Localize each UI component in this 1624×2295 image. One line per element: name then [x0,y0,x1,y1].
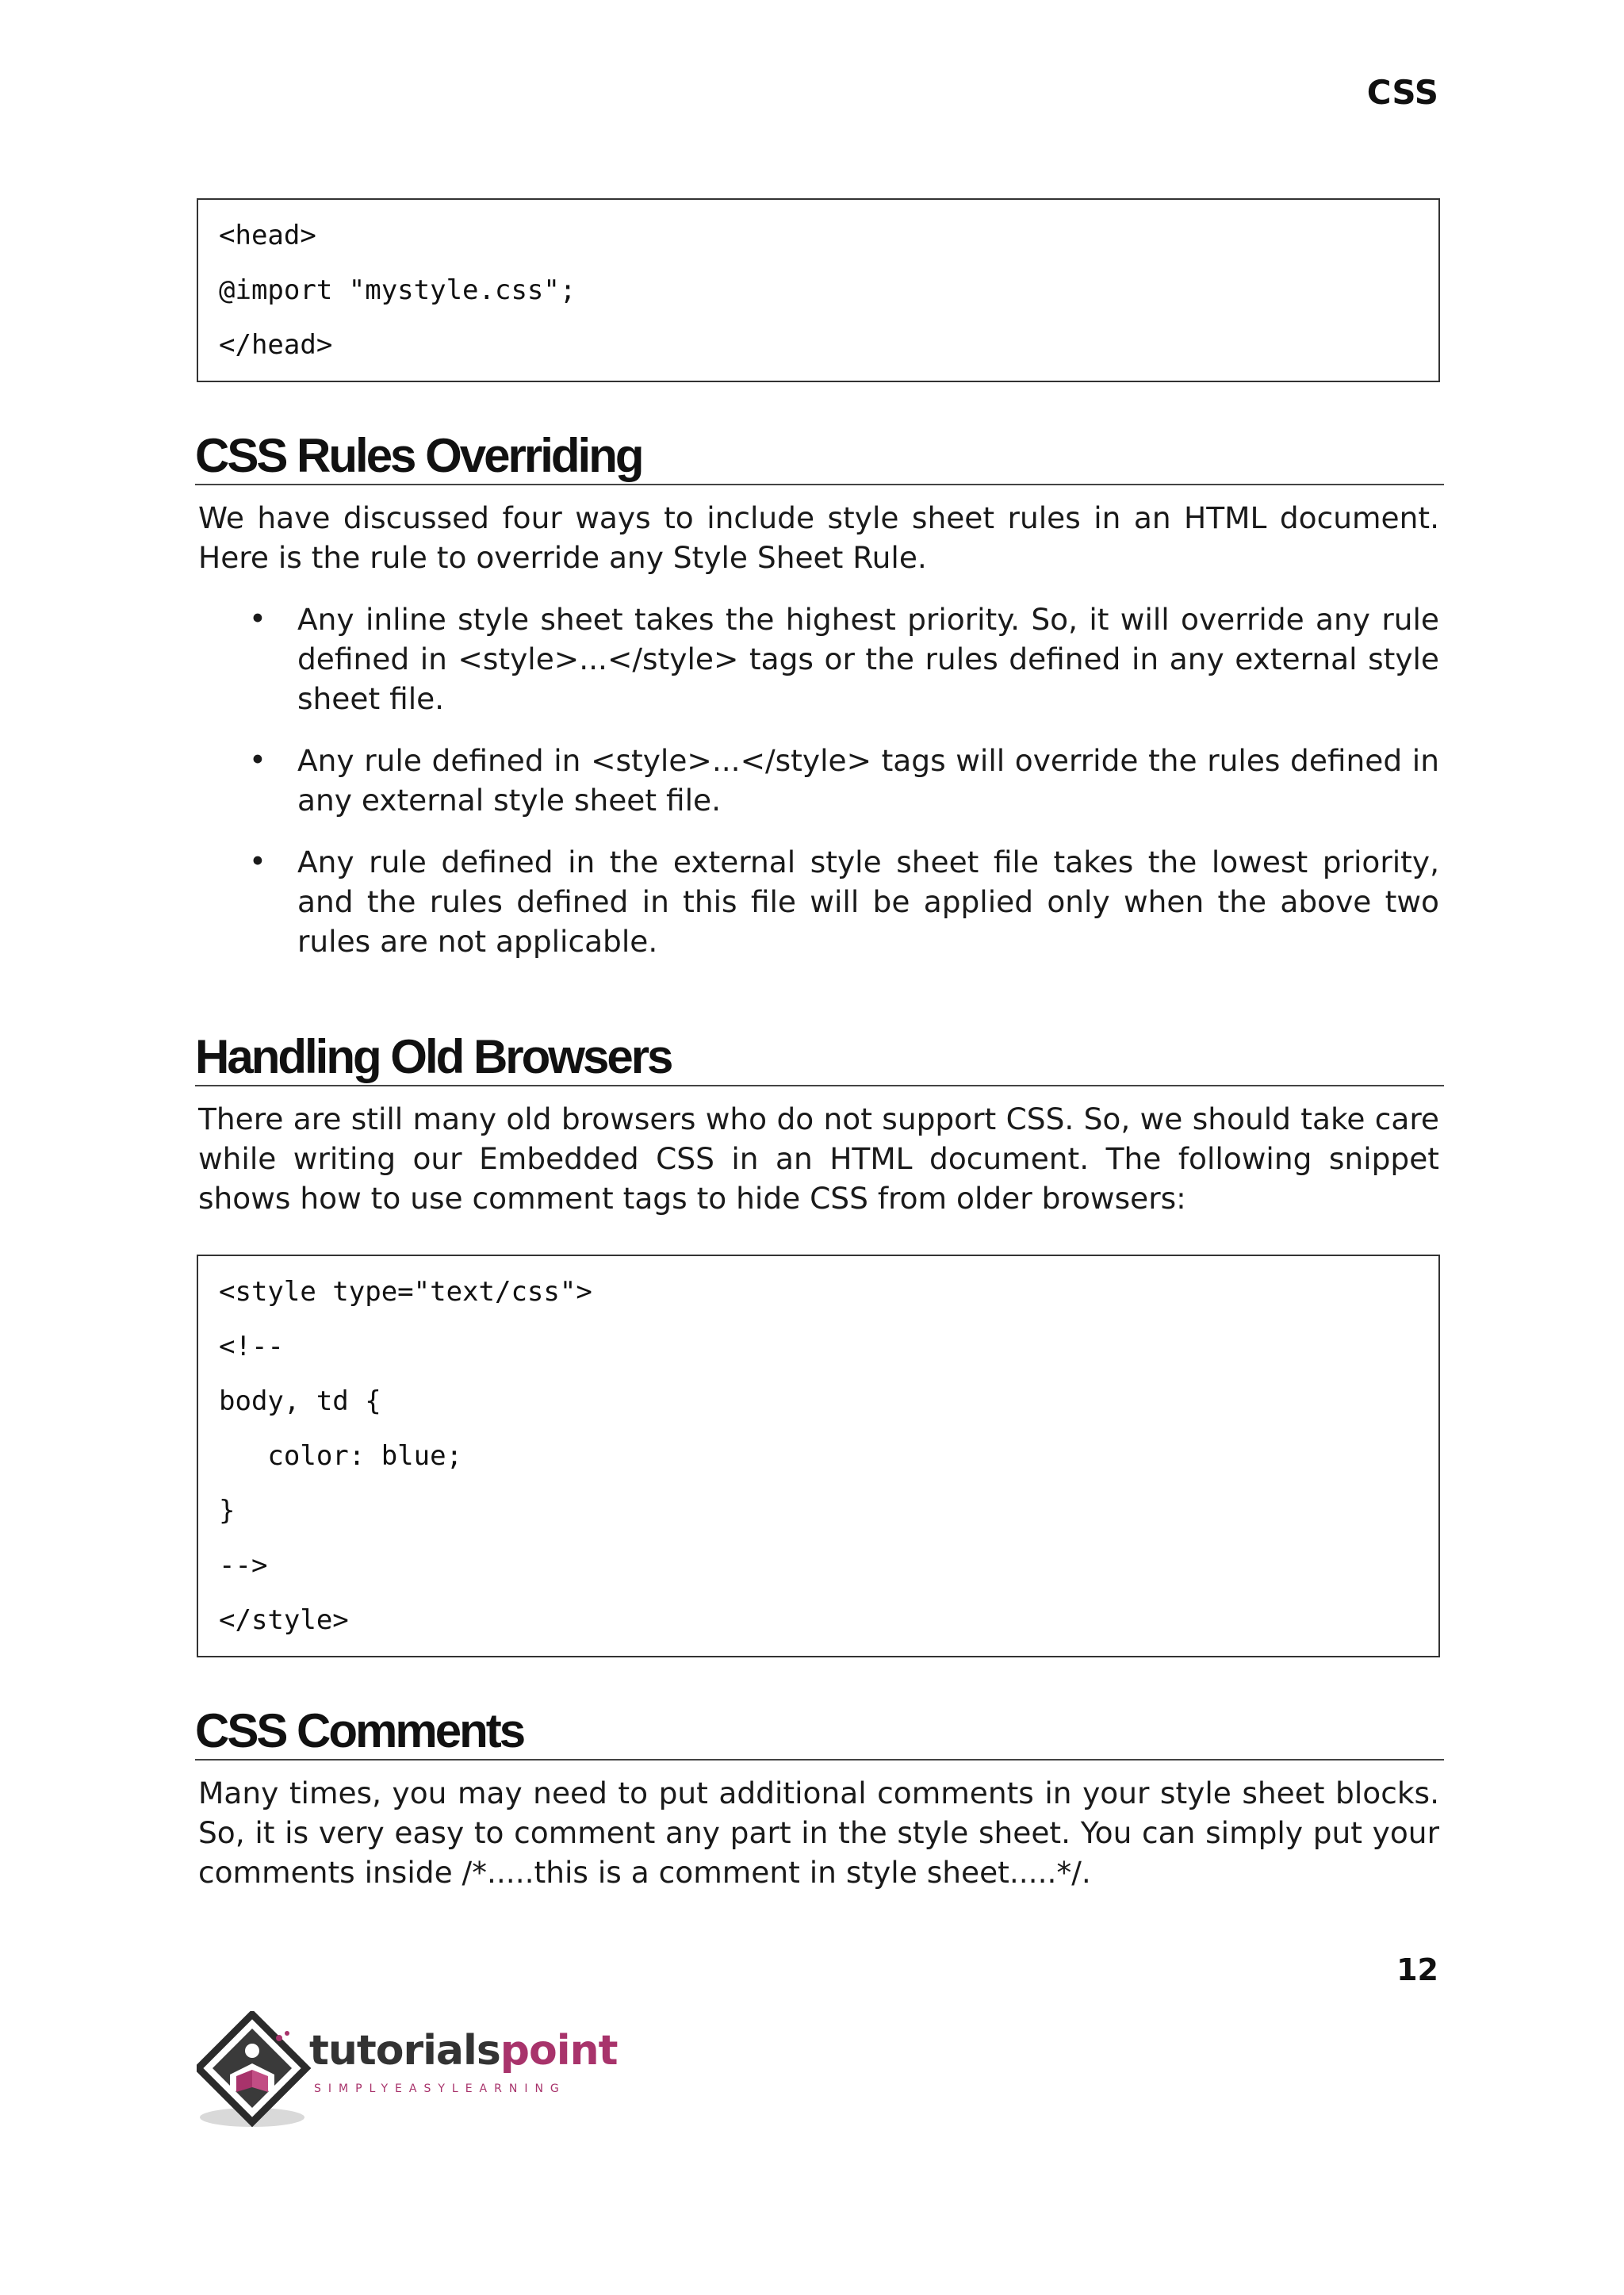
tutorialspoint-logo-icon [197,2011,324,2138]
code-line: </head> [219,329,333,361]
list-item-text: Any rule defined in the external style sheet file takes the lowest priority, and the rules defined in this file will be applied only when the above two rules are not applicable. [297,845,1439,959]
page-number: 12 [1396,1952,1438,1987]
code-line: } [219,1495,236,1527]
bullet-icon: • [249,602,266,636]
list-item-text: Any inline style sheet takes the highest priority. So, it will override any rule defined in <style>...</style> tags or the rules defined in any external style sheet file. [297,602,1439,716]
logo-wordmark-main: tutorials [309,2027,500,2075]
code-line: body, td { [219,1385,381,1417]
list-item [198,842,1439,961]
bullet-list-overriding [198,600,1439,961]
paragraph-old-browsers-intro: There are still many old browsers who do not support CSS. So, we should take care while writing our Embedded CSS in an HTML document. The following snippet shows how to use comment tags to hide CSS from older browsers: [198,1102,1439,1216]
code-line: <style type="text/css"> [219,1276,592,1308]
list-item [198,600,1439,718]
code-block-import [197,198,1440,382]
section-heading-old-browsers: Handling Old Browsers [195,1031,1444,1086]
code-line: </style> [219,1604,349,1636]
page-header-title: CSS [1366,73,1438,112]
bullet-icon: • [249,845,266,879]
section-heading-overriding: CSS Rules Overriding [195,430,1444,485]
code-line: --> [219,1550,268,1581]
logo-wordmark [309,2027,617,2075]
code-line: <!-- [219,1331,284,1362]
section-heading-comments: CSS Comments [195,1705,1444,1761]
bullet-icon: • [249,743,266,777]
tutorialspoint-logo [197,2011,618,2138]
list-item-text: Any rule defined in <style>...</style> tags will override the rules defined in any external style sheet file. [297,743,1439,818]
logo-tagline: SIMPLYEASYLEARNING [314,2082,566,2095]
page-content [195,198,1439,1892]
code-block-style-comment [197,1255,1440,1657]
paragraph-comments-intro: Many times, you may need to put additional comments in your style sheet blocks. So, it is very easy to comment any part in the style sheet. You can simply put your comments inside /*.....this is a comment in style sheet.....*/. [198,1776,1439,1890]
list-item [198,741,1439,820]
code-line: color: blue; [219,1440,463,1472]
code-line: <head> [219,220,316,251]
logo-wordmark-accent: point [500,2027,618,2075]
paragraph-overriding-intro: We have discussed four ways to include style sheet rules in an HTML document. Here is the rule to override any Style Sheet Rule. [198,500,1439,575]
code-line: @import "mystyle.css"; [219,274,576,306]
